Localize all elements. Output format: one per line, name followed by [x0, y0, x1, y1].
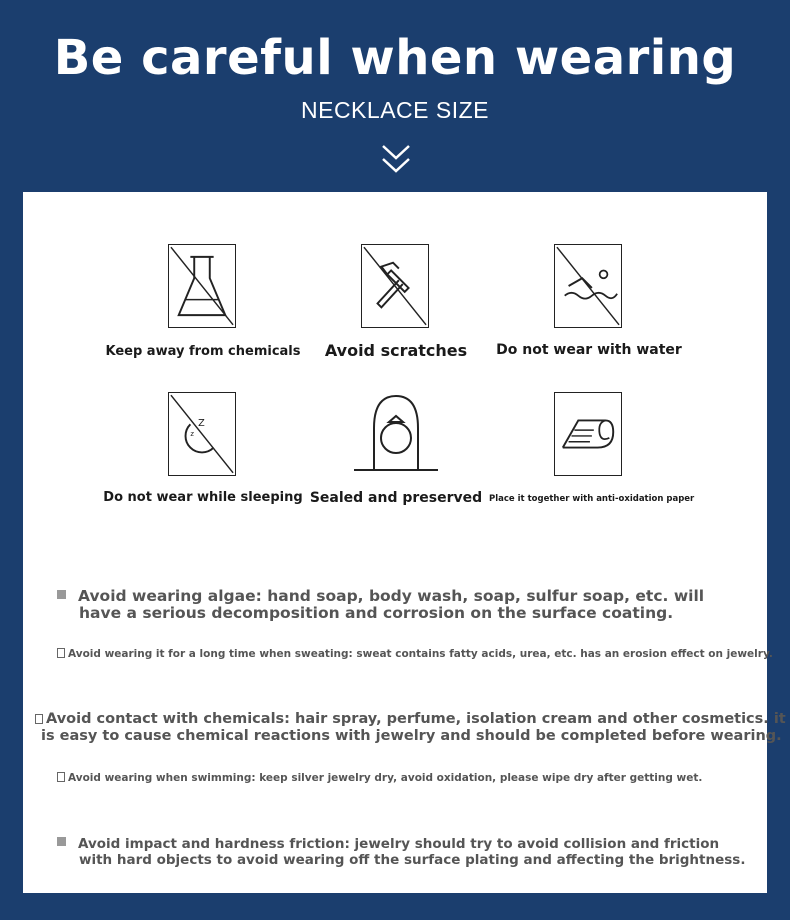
note-item	[57, 648, 773, 660]
square-bullet-icon	[57, 590, 66, 599]
care-icon-grid	[103, 212, 733, 532]
note-text: Avoid wearing when swimming: keep silver jewelry dry, avoid oxidation, please wipe dry after getting wet.	[68, 772, 703, 784]
note-text: is easy to cause chemical reactions with jewelry and should be completed before wearing.	[41, 728, 782, 744]
note-item	[57, 772, 702, 784]
note-text: have a serious decomposition and corrosion on the surface coating.	[79, 604, 674, 622]
no-chemicals-flask-icon	[168, 244, 236, 328]
care-label: Sealed and preserved	[309, 490, 483, 506]
sealed-bag-ring-icon	[346, 388, 446, 478]
note-text: with hard objects to avoid wearing off the surface plating and affecting the brightness.	[79, 852, 746, 868]
care-label: Do not wear with water	[496, 342, 682, 358]
note-text: Avoid contact with chemicals: hair spray, perfume, isolation cream and other cosmetics. it	[46, 711, 786, 727]
no-swimming-icon	[554, 244, 622, 328]
page-title: Be careful when wearing	[53, 30, 737, 86]
note-text: Avoid wearing it for a long time when sweating: sweat contains fatty acids, urea, etc. has an erosion effect on jewelry.	[68, 648, 773, 660]
double-chevron-down-icon	[380, 142, 412, 176]
svg-text:z: z	[190, 429, 194, 438]
care-label: Keep away from chemicals	[105, 344, 301, 359]
note-item	[57, 836, 745, 868]
care-label: Avoid scratches	[324, 341, 468, 360]
care-label: Place it together with anti-oxidation paper	[489, 494, 695, 504]
note-text: Avoid impact and hardness friction: jewelry should try to avoid collision and friction	[78, 836, 720, 852]
no-hammer-icon	[361, 244, 429, 328]
box-bullet-icon	[57, 648, 65, 658]
page-subtitle: NECKLACE SIZE	[301, 97, 489, 123]
note-text: Avoid wearing algae: hand soap, body wash, soap, sulfur soap, etc. will	[78, 587, 705, 605]
box-bullet-icon	[35, 714, 43, 724]
square-bullet-icon	[57, 837, 66, 846]
anti-oxidation-paper-icon	[554, 392, 622, 476]
svg-text:Z: Z	[198, 418, 205, 430]
care-label: Do not wear while sleeping	[103, 490, 303, 505]
no-sleeping-moon-icon	[168, 392, 236, 476]
care-panel	[23, 192, 786, 893]
header-banner	[0, 0, 790, 192]
note-item	[35, 711, 786, 745]
box-bullet-icon	[57, 772, 65, 782]
note-item	[57, 588, 704, 622]
